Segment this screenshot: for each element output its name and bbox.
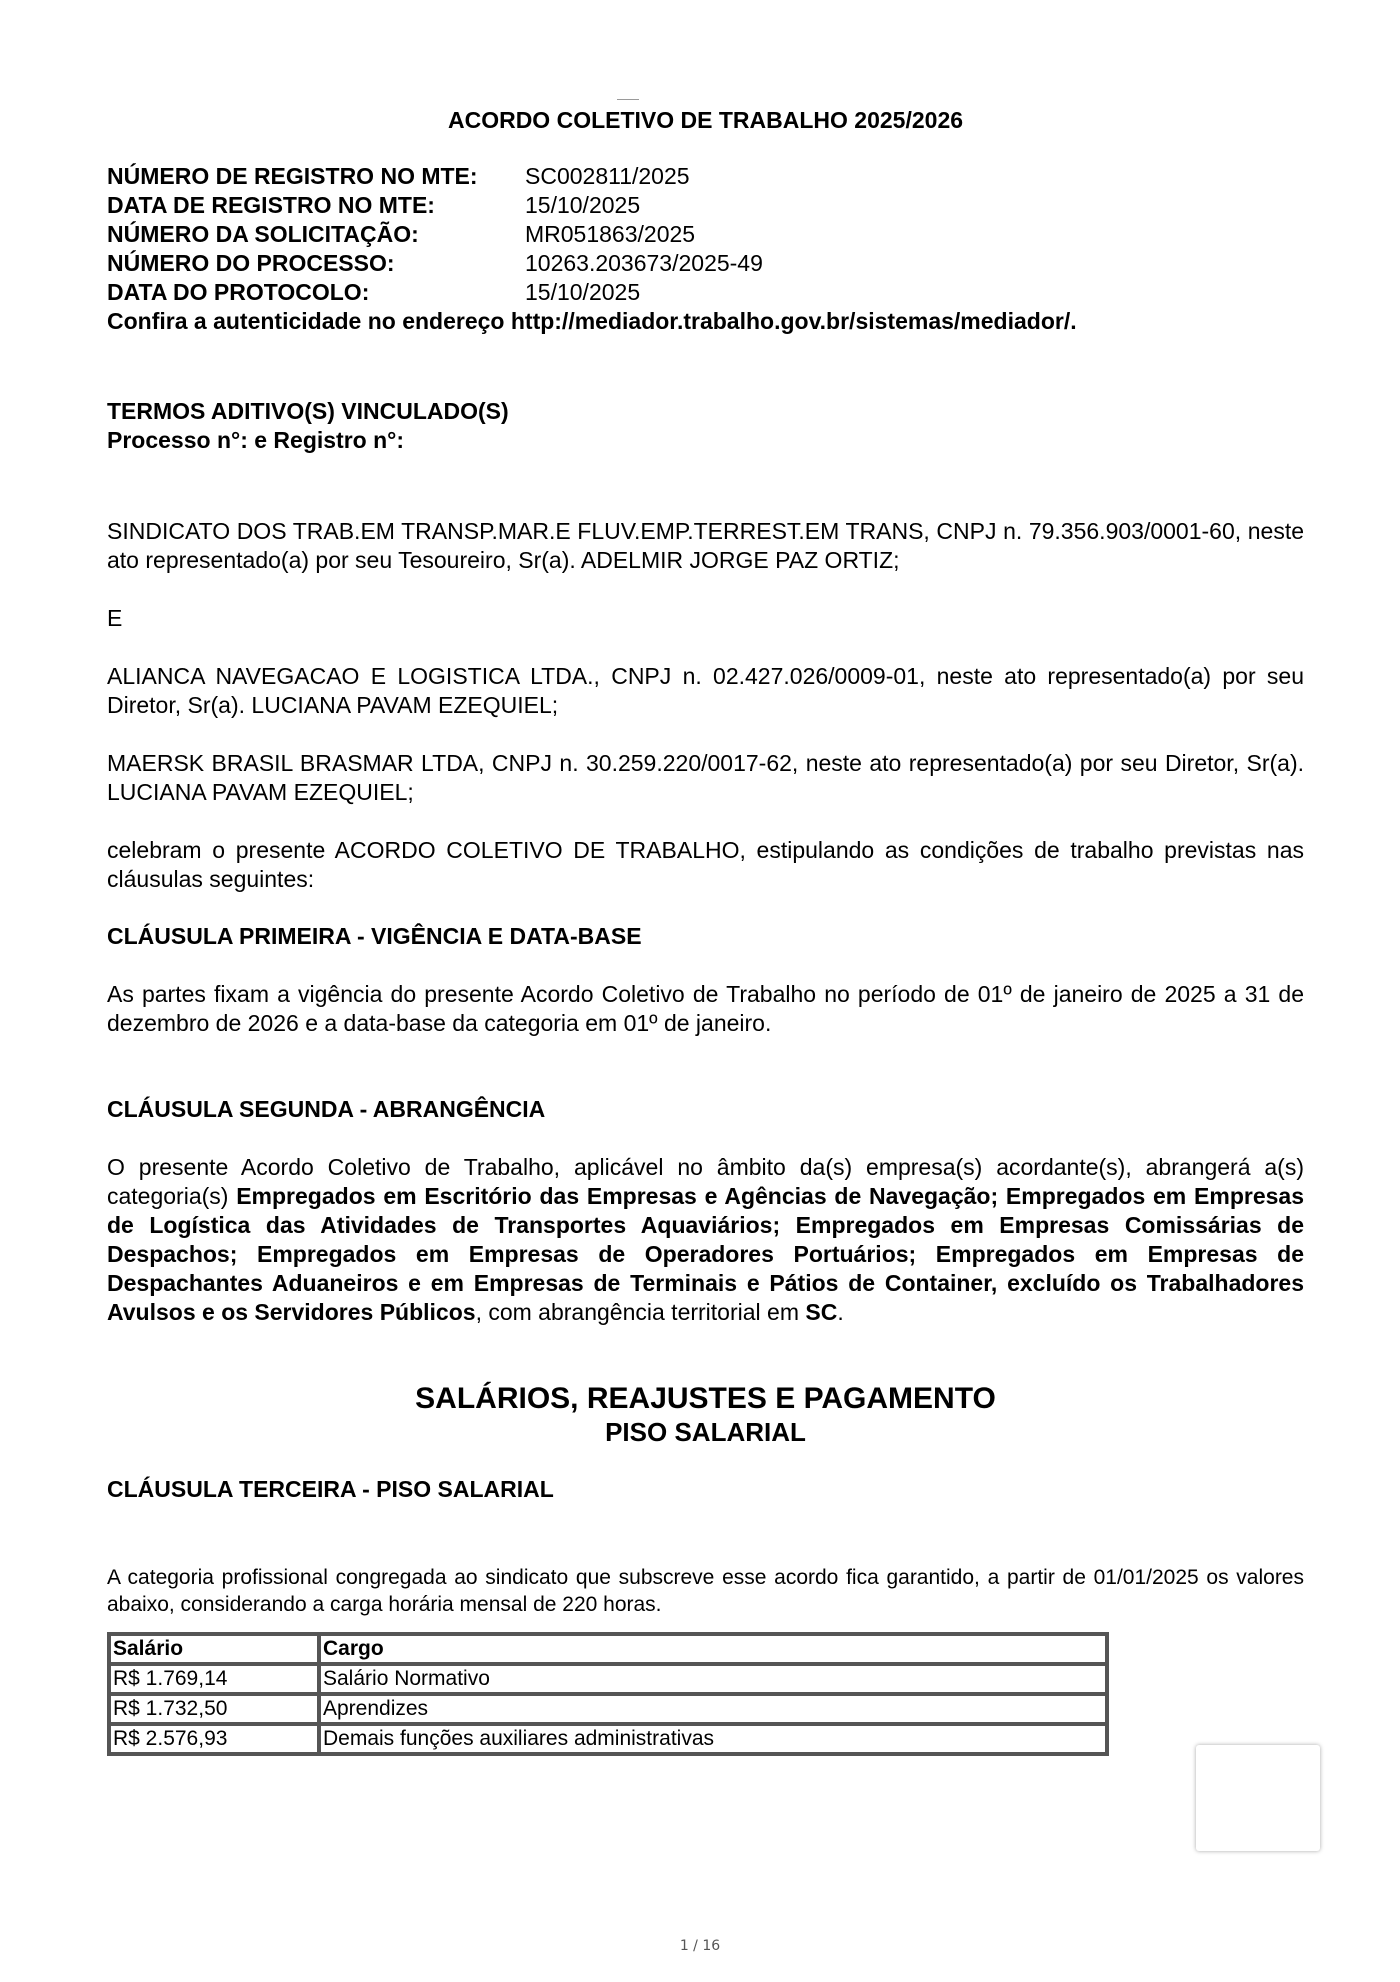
table-row	[109, 1694, 1107, 1724]
clause2-end: .	[837, 1299, 844, 1325]
salary-table	[107, 1632, 1109, 1756]
salary-cell: R$ 1.769,14	[109, 1664, 319, 1694]
registry-label: DATA DE REGISTRO NO MTE:	[107, 192, 435, 218]
document-title: ACORDO COLETIVO DE TRABALHO 2025/2026	[447, 107, 964, 133]
registry-label: DATA DO PROTOCOLO:	[107, 279, 370, 305]
registry-value: MR051863/2025	[525, 221, 696, 247]
salary-header-salario: Salário	[109, 1634, 319, 1664]
cargo-cell: Aprendizes	[319, 1694, 1107, 1724]
registry-value: 15/10/2025	[525, 192, 641, 218]
aditivo-title: TERMOS ADITIVO(S) VINCULADO(S)	[107, 398, 509, 424]
clause3-text: A categoria profissional congregada ao sindicato que subscreve esse acordo fica garantido, a partir de 01/01/2025 os valores abaixo, considerando a carga horária mensal de 220 horas.	[107, 1566, 1304, 1616]
clause3-title: CLÁUSULA TERCEIRA - PISO SALARIAL	[107, 1476, 554, 1502]
registry-table	[107, 162, 763, 307]
registry-row	[107, 249, 763, 278]
registry-value: 15/10/2025	[525, 279, 641, 305]
celebram-paragraph: celebram o presente ACORDO COLETIVO DE TRABALHO, estipulando as condições de trabalho previstas nas cláusulas seguintes:	[107, 837, 1304, 892]
aditivo-block	[107, 397, 1304, 455]
top-divider-mark	[617, 99, 639, 100]
registry-value: 10263.203673/2025-49	[525, 250, 763, 276]
registry-row	[107, 220, 763, 249]
cargo-cell: Salário Normativo	[319, 1664, 1107, 1694]
table-row	[109, 1664, 1107, 1694]
clause2-region: SC	[805, 1299, 838, 1325]
party-company-2: MAERSK BRASIL BRASMAR LTDA, CNPJ n. 30.259.220/0017-62, neste ato representado(a) por seu Diretor, Sr(a). LUCIANA PAVAM EZEQUIEL;	[107, 750, 1304, 805]
table-row	[109, 1724, 1107, 1754]
salary-cell: R$ 1.732,50	[109, 1694, 319, 1724]
clause2-categories: Empregados em Escritório das Empresas e Agências de Navegação; Empregados em Empresas de Logística das Atividades de Transportes Aquaviários; Empregados em Empresas Comissárias de Despachos; Empregados em Empresas de Operadores Portuários; Empregados em Empresas de Despachantes Aduaneiros e em Empresas de Terminais e Pátios de Container, excluído os Trabalhadores Avulsos e os Servidores Públicos	[107, 1183, 1304, 1325]
section-subtitle: PISO SALARIAL	[605, 1417, 806, 1447]
section-title: SALÁRIOS, REAJUSTES E PAGAMENTO	[415, 1382, 996, 1415]
registry-label: NÚMERO DE REGISTRO NO MTE:	[107, 163, 478, 189]
authenticity-notice: Confira a autenticidade no endereço http://mediador.trabalho.gov.br/sistemas/mediador/.	[107, 308, 1077, 334]
party-union: SINDICATO DOS TRAB.EM TRANSP.MAR.E FLUV.EMP.TERREST.EM TRANS, CNPJ n. 79.356.903/0001-60, neste ato representado(a) por seu Tesoureiro, Sr(a). ADELMIR JORGE PAZ ORTIZ;	[107, 518, 1304, 573]
aditivo-line: Processo n°: e Registro n°:	[107, 427, 405, 453]
registry-row	[107, 278, 763, 307]
floating-widget-box[interactable]	[1196, 1745, 1320, 1851]
salary-cell: R$ 2.576,93	[109, 1724, 319, 1754]
page-number: 1 / 16	[679, 1938, 721, 1954]
registry-label: NÚMERO DA SOLICITAÇÃO:	[107, 221, 419, 247]
clause1-text: As partes fixam a vigência do presente Acordo Coletivo de Trabalho no período de 01º de janeiro de 2025 a 31 de dezembro de 2026 e a data-base da categoria em 01º de janeiro.	[107, 981, 1304, 1036]
clause2-intro: O presente Acordo Coletivo de Trabalho, aplicável no âmbito da(s) empresa(s) acordante(s), abrangerá a(s) categoria(s)	[107, 1154, 1304, 1209]
salary-table-header-row	[109, 1634, 1107, 1664]
registry-value: SC002811/2025	[525, 163, 690, 189]
party-conjunction: E	[107, 605, 123, 631]
registry-row	[107, 191, 763, 220]
clause2-text	[107, 1153, 1304, 1327]
salary-header-cargo: Cargo	[319, 1634, 1107, 1664]
cargo-cell: Demais funções auxiliares administrativas	[319, 1724, 1107, 1754]
registry-row	[107, 162, 763, 191]
clause1-title: CLÁUSULA PRIMEIRA - VIGÊNCIA E DATA-BASE	[107, 923, 642, 949]
registry-label: NÚMERO DO PROCESSO:	[107, 250, 395, 276]
clause2-mid: , com abrangência territorial em	[475, 1299, 806, 1325]
clause2-title: CLÁUSULA SEGUNDA - ABRANGÊNCIA	[107, 1096, 546, 1122]
party-company-1: ALIANCA NAVEGACAO E LOGISTICA LTDA., CNPJ n. 02.427.026/0009-01, neste ato representado(a) por seu Diretor, Sr(a). LUCIANA PAVAM EZEQUIEL;	[107, 663, 1304, 718]
document-content	[107, 106, 1304, 1756]
